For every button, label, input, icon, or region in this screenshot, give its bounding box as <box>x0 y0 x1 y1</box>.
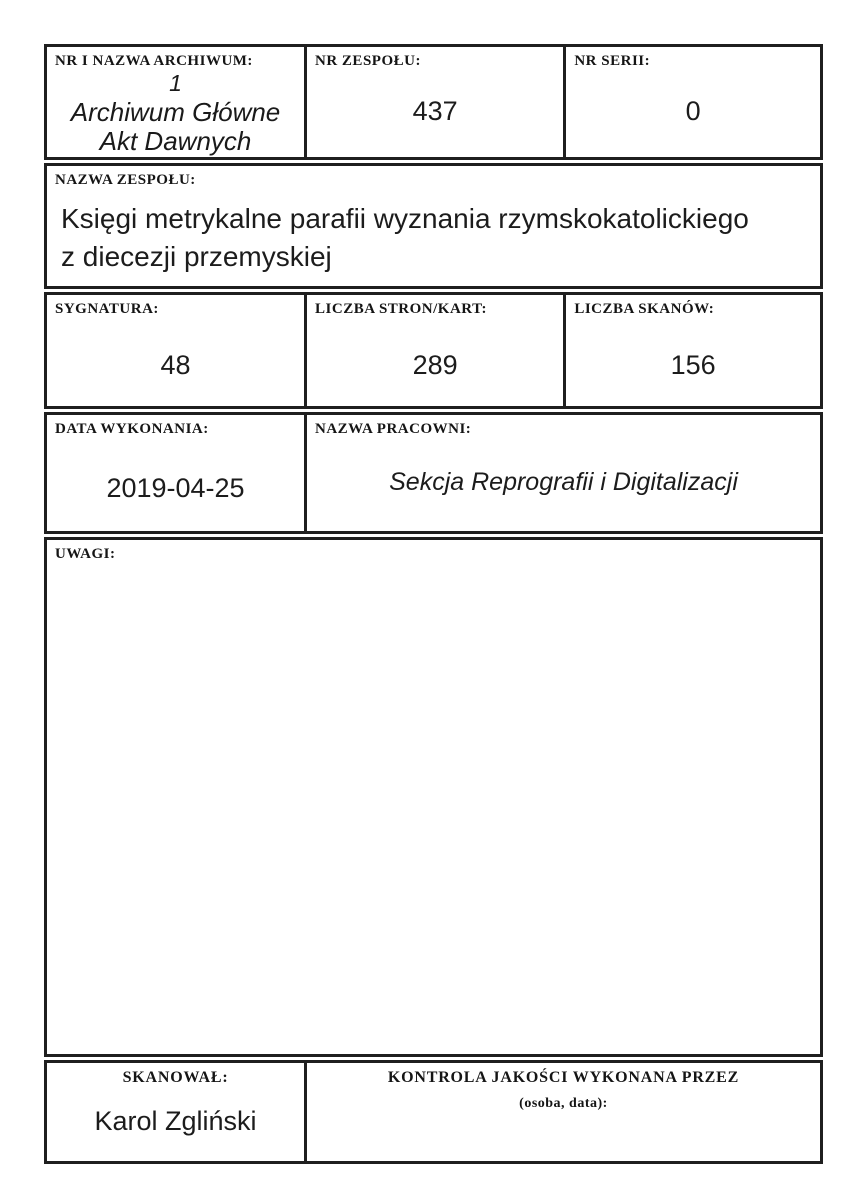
field-fond-name-value <box>61 200 812 276</box>
field-pages-count-label: LICZBA STRON/KART: <box>315 301 487 317</box>
field-signature-value: 48 <box>160 350 191 381</box>
field-signature <box>47 295 304 406</box>
field-execution-date-label: DATA WYKONANIA: <box>55 421 209 437</box>
field-quality-control-sublabel: (osoba, data): <box>519 1096 608 1111</box>
field-scans-count-value: 156 <box>670 350 716 381</box>
field-quality-control <box>304 1063 820 1161</box>
field-remarks-label: UWAGI: <box>55 546 116 562</box>
field-fond-name-line1: Księgi metrykalne parafii wyznania rzymskokatolickiego <box>61 202 749 234</box>
field-workshop-label: NAZWA PRACOWNI: <box>315 421 472 437</box>
form-row-execution <box>44 412 823 534</box>
field-series-number-value: 0 <box>685 95 701 126</box>
field-fond-name <box>47 166 820 286</box>
field-archive-name-line1: Archiwum Główne <box>70 96 281 127</box>
field-scanned-by-label: SKANOWAŁ: <box>122 1069 229 1086</box>
field-pages-count <box>304 295 563 406</box>
field-series-number <box>563 47 820 157</box>
field-quality-control-label: KONTROLA JAKOŚCI WYKONANA PRZEZ <box>387 1069 740 1086</box>
form-row-fond-name <box>44 163 823 289</box>
field-fond-number-value: 437 <box>412 95 458 126</box>
field-scans-count-label: LICZBA SKANÓW: <box>574 301 715 317</box>
form-row-archive-ids <box>44 44 823 160</box>
field-fond-name-line2: z diecezji przemyskiej <box>61 240 332 272</box>
field-workshop <box>304 415 820 531</box>
field-archive <box>47 47 304 157</box>
field-scans-count <box>563 295 820 406</box>
field-series-number-label: NR SERII: <box>574 53 651 69</box>
field-archive-name <box>55 98 296 156</box>
field-signature-label: SYGNATURA: <box>55 301 159 317</box>
field-scanned-by <box>47 1063 304 1161</box>
form-row-signatures <box>44 1060 823 1164</box>
field-scanned-by-value: Karol Zgliński <box>94 1106 257 1137</box>
field-remarks <box>47 540 820 1054</box>
field-execution-date-value: 2019-04-25 <box>106 472 245 503</box>
form-row-counts <box>44 292 823 409</box>
archive-scan-metadata-form <box>44 44 823 1164</box>
field-fond-name-label: NAZWA ZESPOŁU: <box>55 172 196 188</box>
field-execution-date <box>47 415 304 531</box>
field-workshop-value: Sekcja Reprografii i Digitalizacji <box>389 467 738 496</box>
field-fond-number <box>304 47 563 157</box>
field-archive-label: NR I NAZWA ARCHIWUM: <box>55 53 253 69</box>
field-pages-count-value: 289 <box>412 350 458 381</box>
field-fond-number-label: NR ZESPOŁU: <box>315 53 421 69</box>
field-archive-name-line2: Akt Dawnych <box>99 125 252 156</box>
form-row-remarks <box>44 537 823 1057</box>
field-archive-number: 1 <box>169 69 182 96</box>
